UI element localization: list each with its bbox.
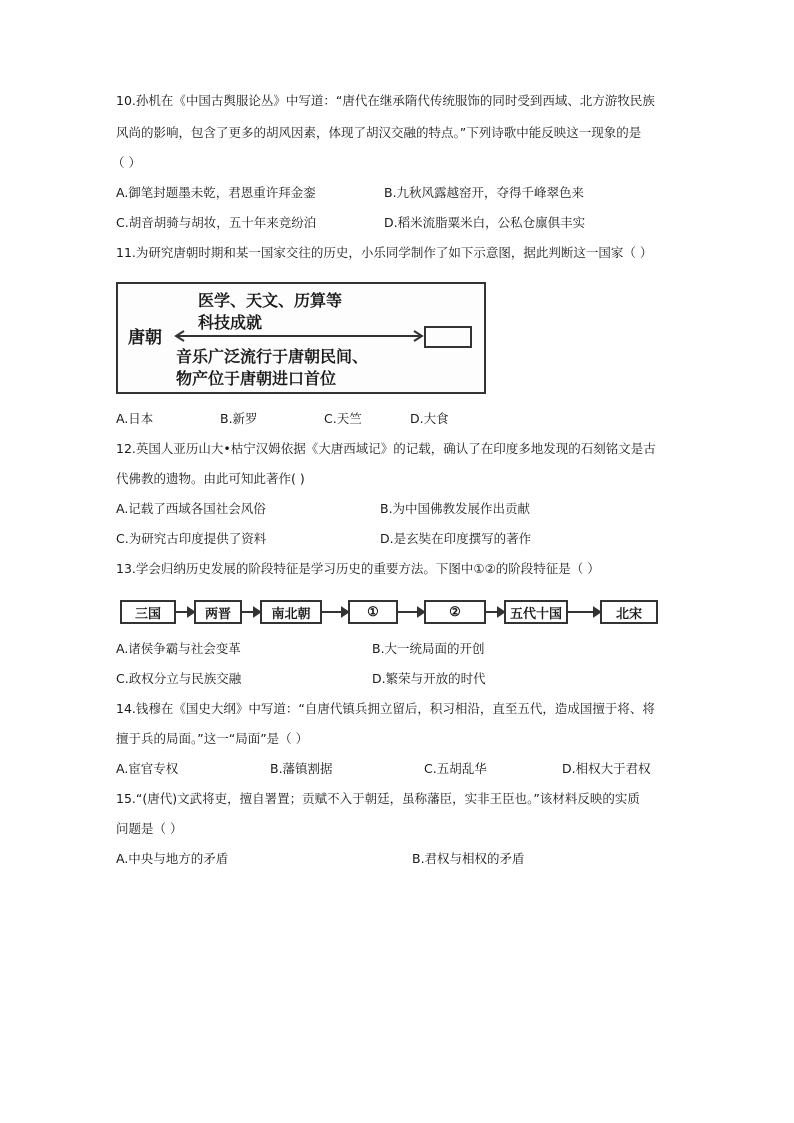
q10-option-b[interactable]: B.九秋风露越窑开，夺得千峰翠色来 [384, 185, 585, 200]
q10-answer-blank: （ ） [112, 155, 141, 170]
q12-stem-line1: 12.英国人亚历山大•枯宁汉姆依据《大唐西域记》的记载，确认了在印度多地发现的石刻铭文是古 [116, 441, 656, 456]
timeline-box-beisong: 北宋 [600, 600, 658, 624]
timeline-box-blank-2: ② [424, 600, 486, 624]
q11-double-arrow-icon [174, 330, 424, 342]
q11-diagram-top-line2: 科技成就 [198, 313, 263, 332]
q14-option-b[interactable]: B.藩镇割据 [270, 761, 333, 776]
q13-stem-line1: 13.学会归纳历史发展的阶段特征是学习历史的重要方法。下图中①②的阶段特征是（ ） [116, 561, 600, 576]
q11-diagram-bottom-line1: 音乐广泛流行于唐朝民间、 [176, 347, 369, 366]
q10-option-a[interactable]: A.御笔封题墨未乾，君恩重许拜金銮 [116, 185, 316, 200]
q11-schematic-diagram [116, 282, 486, 394]
q11-diagram-bottom-text [176, 346, 368, 390]
q11-stem-line1: 11.为研究唐朝时期和某一国家交往的历史，小乐同学制作了如下示意图，据此判断这一国家（ ） [116, 245, 653, 260]
q10-stem-line1: 10.孙机在《中国古舆服论丛》中写道：“唐代在继承隋代传统服饰的同时受到西域、北方游牧民族 [116, 93, 655, 108]
q11-option-a[interactable]: A.日本 [116, 411, 154, 426]
q14-option-a[interactable]: A.宦官专权 [116, 761, 179, 776]
q13-timeline-diagram [116, 600, 696, 628]
q11-diagram-bottom-line2: 物产位于唐朝进口首位 [176, 369, 337, 388]
timeline-box-sanguo: 三国 [120, 600, 176, 624]
timeline-box-blank-1: ① [348, 600, 398, 624]
q15-option-b[interactable]: B.君权与相权的矛盾 [412, 851, 525, 866]
q12-stem-line2: 代佛教的遗物。由此可知此著作( ) [116, 471, 305, 486]
q10-option-d[interactable]: D.稻米流脂粟米白，公私仓廪俱丰实 [384, 215, 586, 230]
q12-option-d[interactable]: D.是玄奘在印度撰写的著作 [380, 531, 532, 546]
q10-stem-line2: 风尚的影响，包含了更多的胡风因素，体现了胡汉交融的特点。”下列诗歌中能反映这一现象的是 [116, 125, 642, 140]
q13-option-c[interactable]: C.政权分立与民族交融 [116, 671, 242, 686]
q12-option-b[interactable]: B.为中国佛教发展作出贡献 [380, 501, 531, 516]
q10-option-c[interactable]: C.胡音胡骑与胡妆，五十年来竞纷泊 [116, 215, 317, 230]
q11-diagram-top-line1: 医学、天文、历算等 [198, 291, 343, 310]
q11-diagram-country-label: 唐朝 [128, 328, 162, 348]
q15-stem-line1: 15.“(唐代)文武将吏，擅自署置；贡赋不入于朝廷，虽称藩臣，实非王臣也。”该材料反映的实质 [116, 791, 640, 806]
timeline-box-liangjin: 两晋 [194, 600, 242, 624]
q14-stem-line1: 14.钱穆在《国史大纲》中写道：“自唐代镇兵拥立留后，积习相沿，直至五代，造成国擅于将、将 [116, 701, 655, 716]
q11-diagram-blank-box [424, 326, 472, 348]
q11-option-d[interactable]: D.大食 [410, 411, 449, 426]
q11-option-b[interactable]: B.新罗 [220, 411, 258, 426]
q12-option-c[interactable]: C.为研究古印度提供了资料 [116, 531, 267, 546]
q11-diagram-top-text [198, 290, 342, 334]
q14-option-c[interactable]: C.五胡乱华 [424, 761, 487, 776]
q14-option-d[interactable]: D.相权大于君权 [562, 761, 651, 776]
q15-stem-line2: 问题是（ ） [116, 821, 183, 836]
q11-option-c[interactable]: C.天竺 [324, 411, 362, 426]
q13-option-b[interactable]: B.大一统局面的开创 [372, 641, 485, 656]
q13-option-a[interactable]: A.诸侯争霸与社会变革 [116, 641, 241, 656]
timeline-box-nanbeichao: 南北朝 [260, 600, 322, 624]
q15-option-a[interactable]: A.中央与地方的矛盾 [116, 851, 229, 866]
q14-stem-line2: 擅于兵的局面。”这一“局面”是（ ） [116, 731, 309, 746]
q13-option-d[interactable]: D.繁荣与开放的时代 [372, 671, 486, 686]
q12-option-a[interactable]: A.记载了西域各国社会风俗 [116, 501, 266, 516]
timeline-box-wudaishiguo: 五代十国 [504, 600, 568, 624]
